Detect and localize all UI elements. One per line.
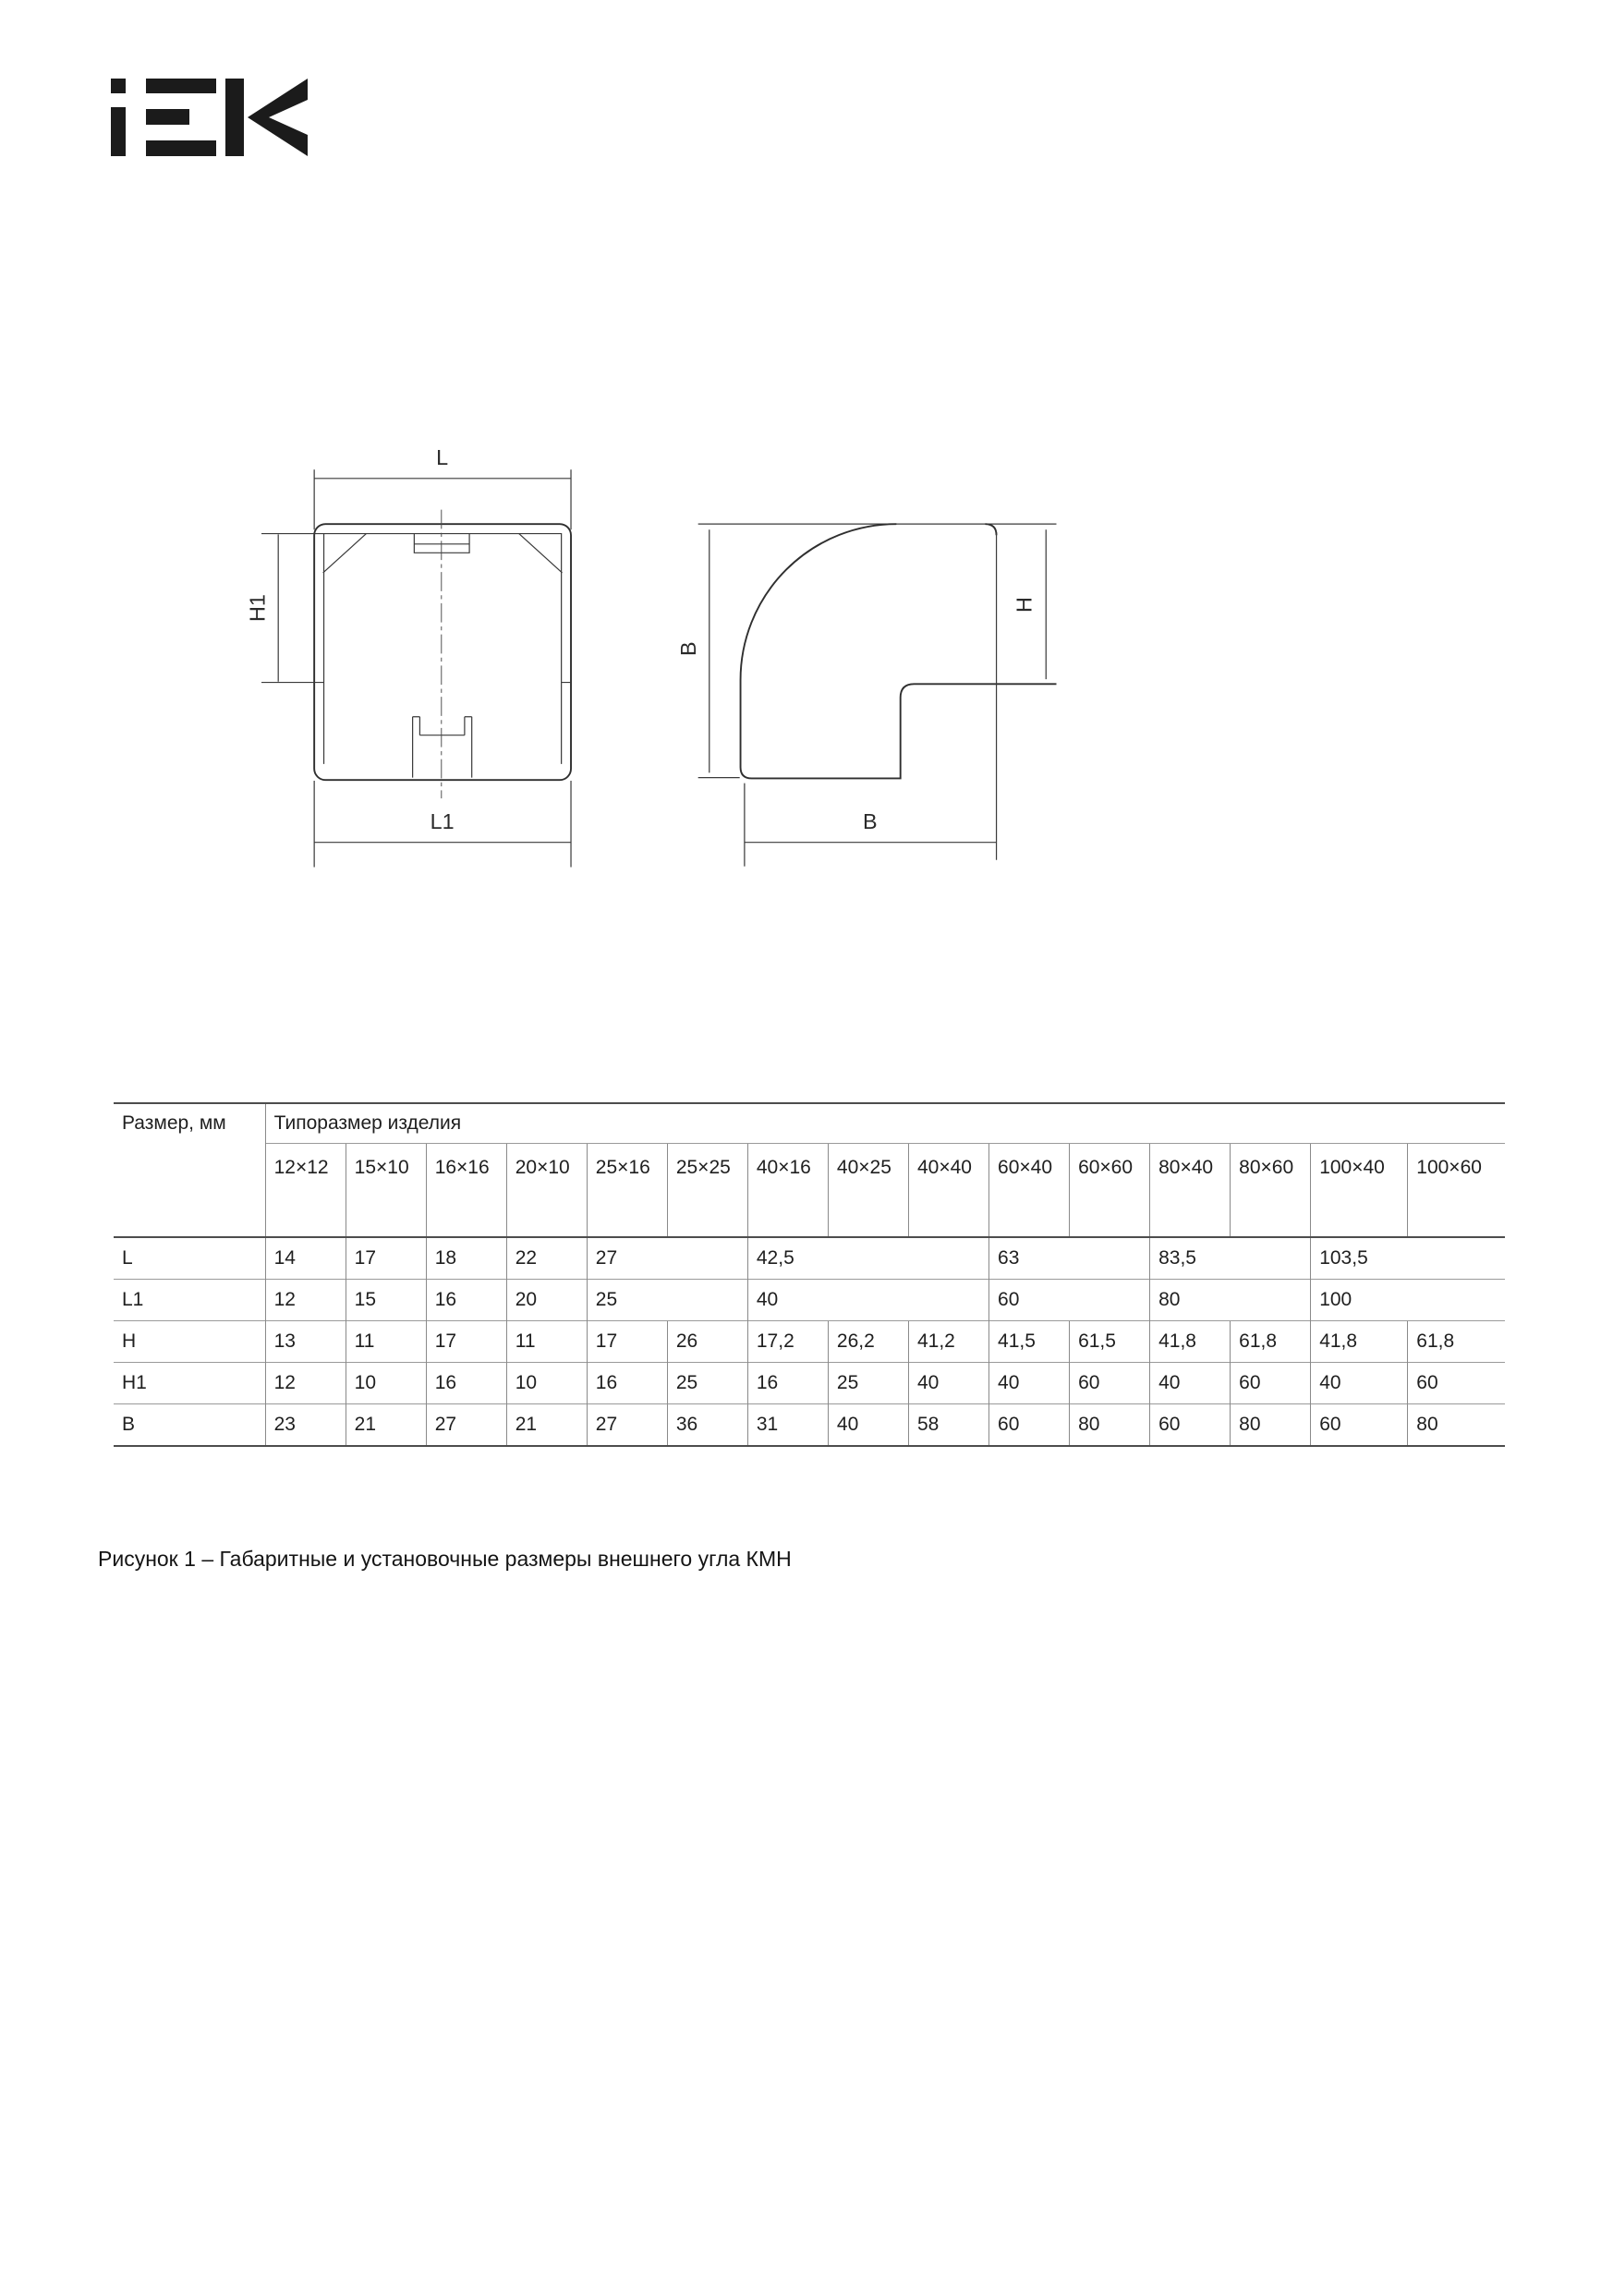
table-cell: 60 — [1408, 1363, 1505, 1404]
table-cell: 26,2 — [828, 1321, 908, 1363]
table-cell: 16 — [747, 1363, 828, 1404]
table-cell: 16 — [426, 1363, 506, 1404]
table-cell: 80 — [1070, 1404, 1150, 1447]
table-cell: 14 — [265, 1237, 346, 1280]
table-cell: 15 — [346, 1280, 426, 1321]
table-cell: 17 — [587, 1321, 667, 1363]
table-cell: 27 — [426, 1404, 506, 1447]
dim-label-B-left: B — [676, 641, 701, 657]
table-cell: 27 — [587, 1404, 667, 1447]
table-cell: 12 — [265, 1363, 346, 1404]
table-cell: 31 — [747, 1404, 828, 1447]
row-label: H — [114, 1321, 265, 1363]
table-cell: 20 — [506, 1280, 587, 1321]
size-column-header: 40×25 — [828, 1144, 908, 1238]
table-cell: 25 — [667, 1363, 747, 1404]
row-label: B — [114, 1404, 265, 1447]
table-row — [114, 1321, 1505, 1363]
table-cell: 58 — [908, 1404, 988, 1447]
table-cell: 61,5 — [1070, 1321, 1150, 1363]
side-view — [676, 524, 1056, 867]
table-cell: 11 — [506, 1321, 587, 1363]
table-cell: 12 — [265, 1280, 346, 1321]
iek-logo-glyphs — [111, 79, 308, 156]
size-column-header: 20×10 — [506, 1144, 587, 1238]
table-cell: 60 — [989, 1404, 1070, 1447]
table-cell: 103,5 — [1311, 1237, 1505, 1280]
table-cell: 41,2 — [908, 1321, 988, 1363]
table-cell: 83,5 — [1150, 1237, 1311, 1280]
row-label: L — [114, 1237, 265, 1280]
dimensions-table — [114, 1102, 1505, 1447]
technical-drawing — [166, 397, 1238, 915]
table-cell: 17 — [346, 1237, 426, 1280]
table-cell: 60 — [1311, 1404, 1408, 1447]
table-cell: 41,5 — [989, 1321, 1070, 1363]
table-cell: 60 — [1231, 1363, 1311, 1404]
table-cell: 10 — [346, 1363, 426, 1404]
table-corner-header: Размер, мм — [114, 1103, 265, 1237]
table-cell: 60 — [1150, 1404, 1231, 1447]
table-cell: 36 — [667, 1404, 747, 1447]
table-cell: 100 — [1311, 1280, 1505, 1321]
size-column-header: 40×16 — [747, 1144, 828, 1238]
size-column-header: 60×60 — [1070, 1144, 1150, 1238]
table-cell: 16 — [587, 1363, 667, 1404]
table-cell: 25 — [587, 1280, 747, 1321]
table-cell: 63 — [989, 1237, 1150, 1280]
table-cell: 40 — [989, 1363, 1070, 1404]
table-cell: 40 — [747, 1280, 988, 1321]
iek-logo — [111, 79, 309, 156]
front-view — [245, 445, 571, 867]
table-cell: 40 — [828, 1404, 908, 1447]
table-cell: 13 — [265, 1321, 346, 1363]
table-cell: 10 — [506, 1363, 587, 1404]
size-column-header: 60×40 — [989, 1144, 1070, 1238]
table-cell: 60 — [1070, 1363, 1150, 1404]
dim-label-H: H — [1012, 597, 1037, 613]
table-row — [114, 1280, 1505, 1321]
size-column-header: 80×40 — [1150, 1144, 1231, 1238]
table-size-header-row — [114, 1144, 1505, 1238]
table-row — [114, 1237, 1505, 1280]
size-column-header: 25×16 — [587, 1144, 667, 1238]
table-cell: 11 — [346, 1321, 426, 1363]
size-column-header: 16×16 — [426, 1144, 506, 1238]
table-cell: 41,8 — [1150, 1321, 1231, 1363]
row-label: H1 — [114, 1363, 265, 1404]
table-cell: 18 — [426, 1237, 506, 1280]
table-row — [114, 1404, 1505, 1447]
table-cell: 21 — [506, 1404, 587, 1447]
table-cell: 80 — [1150, 1280, 1311, 1321]
dim-label-H1: H1 — [245, 594, 270, 622]
table-cell: 80 — [1408, 1404, 1505, 1447]
dim-label-B-bottom: B — [862, 808, 878, 833]
figure-caption: Рисунок 1 – Габаритные и установочные размеры внешнего угла КМН — [98, 1547, 792, 1571]
dim-label-L: L — [436, 445, 449, 470]
table-cell: 22 — [506, 1237, 587, 1280]
table-cell: 26 — [667, 1321, 747, 1363]
table-cell: 17 — [426, 1321, 506, 1363]
table-cell: 42,5 — [747, 1237, 988, 1280]
dim-label-L1: L1 — [430, 808, 455, 833]
table-cell: 16 — [426, 1280, 506, 1321]
size-column-header: 100×60 — [1408, 1144, 1505, 1238]
table-cell: 61,8 — [1408, 1321, 1505, 1363]
table-cell: 40 — [908, 1363, 988, 1404]
size-column-header: 12×12 — [265, 1144, 346, 1238]
table-cell: 25 — [828, 1363, 908, 1404]
size-column-header: 80×60 — [1231, 1144, 1311, 1238]
size-column-header: 40×40 — [908, 1144, 988, 1238]
table-cell: 40 — [1311, 1363, 1408, 1404]
table-row — [114, 1363, 1505, 1404]
table-cell: 60 — [989, 1280, 1150, 1321]
size-column-header: 15×10 — [346, 1144, 426, 1238]
table-cell: 17,2 — [747, 1321, 828, 1363]
size-column-header: 100×40 — [1311, 1144, 1408, 1238]
table-group-header: Типоразмер изделия — [265, 1103, 1505, 1144]
size-column-header: 25×25 — [667, 1144, 747, 1238]
table-cell: 27 — [587, 1237, 747, 1280]
table-cell: 61,8 — [1231, 1321, 1311, 1363]
row-label: L1 — [114, 1280, 265, 1321]
table-cell: 40 — [1150, 1363, 1231, 1404]
table-cell: 41,8 — [1311, 1321, 1408, 1363]
table-cell: 23 — [265, 1404, 346, 1447]
table-cell: 21 — [346, 1404, 426, 1447]
table-cell: 80 — [1231, 1404, 1311, 1447]
